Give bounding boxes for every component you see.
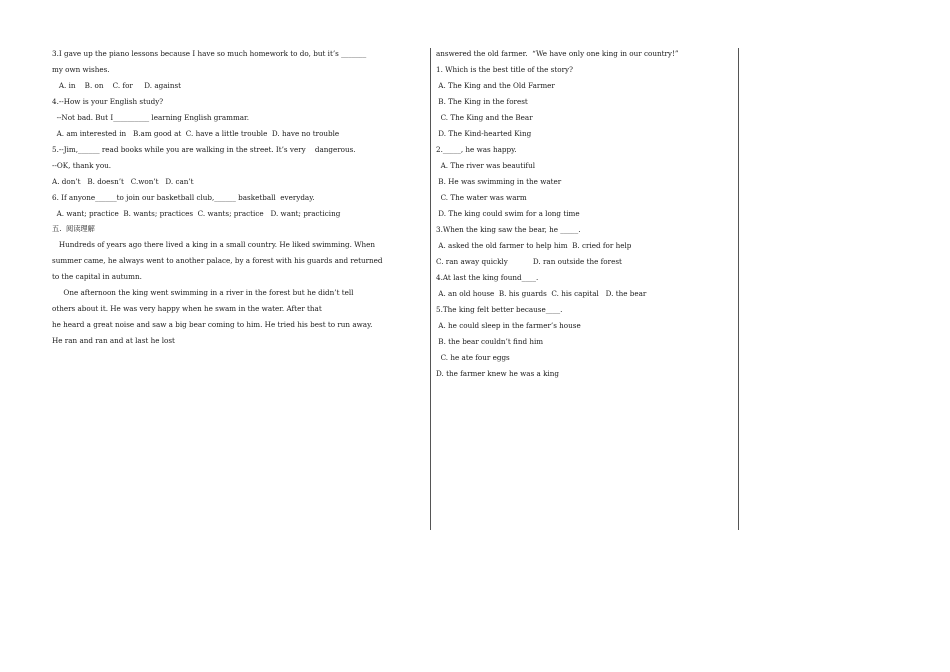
column-divider	[430, 48, 431, 530]
reading-q2-option-d: D. The king could swim for a long time	[436, 210, 580, 218]
question-3-stem: 3.I gave up the piano lessons because I have so much homework to do, but it’s _______	[52, 50, 367, 58]
passage-continuation: answered the old farmer. “We have only one king in our country!”	[436, 50, 679, 58]
passage-line-7: He ran and ran and at last he lost	[52, 337, 175, 345]
question-6-options: A. want; practice B. wants; practices C. wants; practice D. want; practicing	[52, 210, 341, 218]
right-column	[436, 50, 734, 386]
reading-q1-option-d: D. The Kind-hearted King	[436, 130, 532, 138]
reading-q5-option-b: B. the bear couldn’t find him	[436, 338, 544, 346]
question-5-options: A. don’t B. doesn’t C.won’t D. can’t	[52, 178, 194, 186]
passage-line-1: Hundreds of years ago there lived a king in a small country. He liked swimming. When	[52, 241, 376, 249]
reading-q3-options-ab: A. asked the old farmer to help him B. cried for help	[436, 242, 632, 250]
reading-question-4: 4.At last the king found____.	[436, 274, 539, 282]
passage-line-6: he heard a great noise and saw a big bear coming to him. He tried his best to run away.	[52, 321, 373, 329]
passage-line-4: One afternoon the king went swimming in a river in the forest but he didn’t tell	[52, 289, 354, 297]
passage-line-2: summer came, he always went to another palace, by a forest with his guards and returned	[52, 257, 383, 265]
left-column	[52, 50, 428, 353]
question-6-stem: 6. If anyone______to join our basketball club,______ basketball everyday.	[52, 194, 315, 202]
reading-q5-option-d: D. the farmer knew he was a king	[436, 370, 560, 378]
reading-q1-option-a: A. The King and the Old Farmer	[436, 82, 555, 90]
question-3-stem-cont: my own wishes.	[52, 66, 110, 74]
reading-q4-options: A. an old house B. his guards C. his capital D. the bear	[436, 290, 647, 298]
passage-line-5: others about it. He was very happy when he swam in the water. After that	[52, 305, 322, 313]
question-4-stem: 4.--How is your English study?	[52, 98, 164, 106]
question-4-options: A. am interested in B.am good at C. have a little trouble D. have no trouble	[52, 130, 340, 138]
question-5-stem: 5.--Jim,______ read books while you are walking in the street. It’s very dangerous.	[52, 146, 356, 154]
question-5-reply: --OK, thank you.	[52, 162, 112, 170]
question-3-options: A. in B. on C. for D. against	[52, 82, 182, 90]
reading-q5-option-a: A. he could sleep in the farmer’s house	[436, 322, 581, 330]
reading-question-3: 3.When the king saw the bear, he _____.	[436, 226, 581, 234]
right-margin-rule	[738, 48, 739, 530]
reading-q1-option-b: B. The King in the forest	[436, 98, 528, 106]
section-5-heading: 五. 阅读理解	[52, 225, 95, 233]
reading-q5-option-c: C. he ate four eggs	[436, 354, 510, 362]
passage-line-3: to the capital in autumn.	[52, 273, 142, 281]
reading-question-2: 2._____, he was happy.	[436, 146, 517, 154]
reading-q2-option-a: A. The river was beautiful	[436, 162, 536, 170]
reading-q2-option-b: B. He was swimming in the water	[436, 178, 562, 186]
reading-question-5: 5.The king felt better because____.	[436, 306, 563, 314]
reading-question-1: 1. Which is the best title of the story?	[436, 66, 573, 74]
reading-q3-options-cd: C. ran away quickly D. ran outside the forest	[436, 258, 622, 266]
question-4-reply: --Not bad. But I__________ learning English grammar.	[52, 114, 249, 122]
reading-q2-option-c: C. The water was warm	[436, 194, 527, 202]
reading-q1-option-c: C. The King and the Bear	[436, 114, 533, 122]
